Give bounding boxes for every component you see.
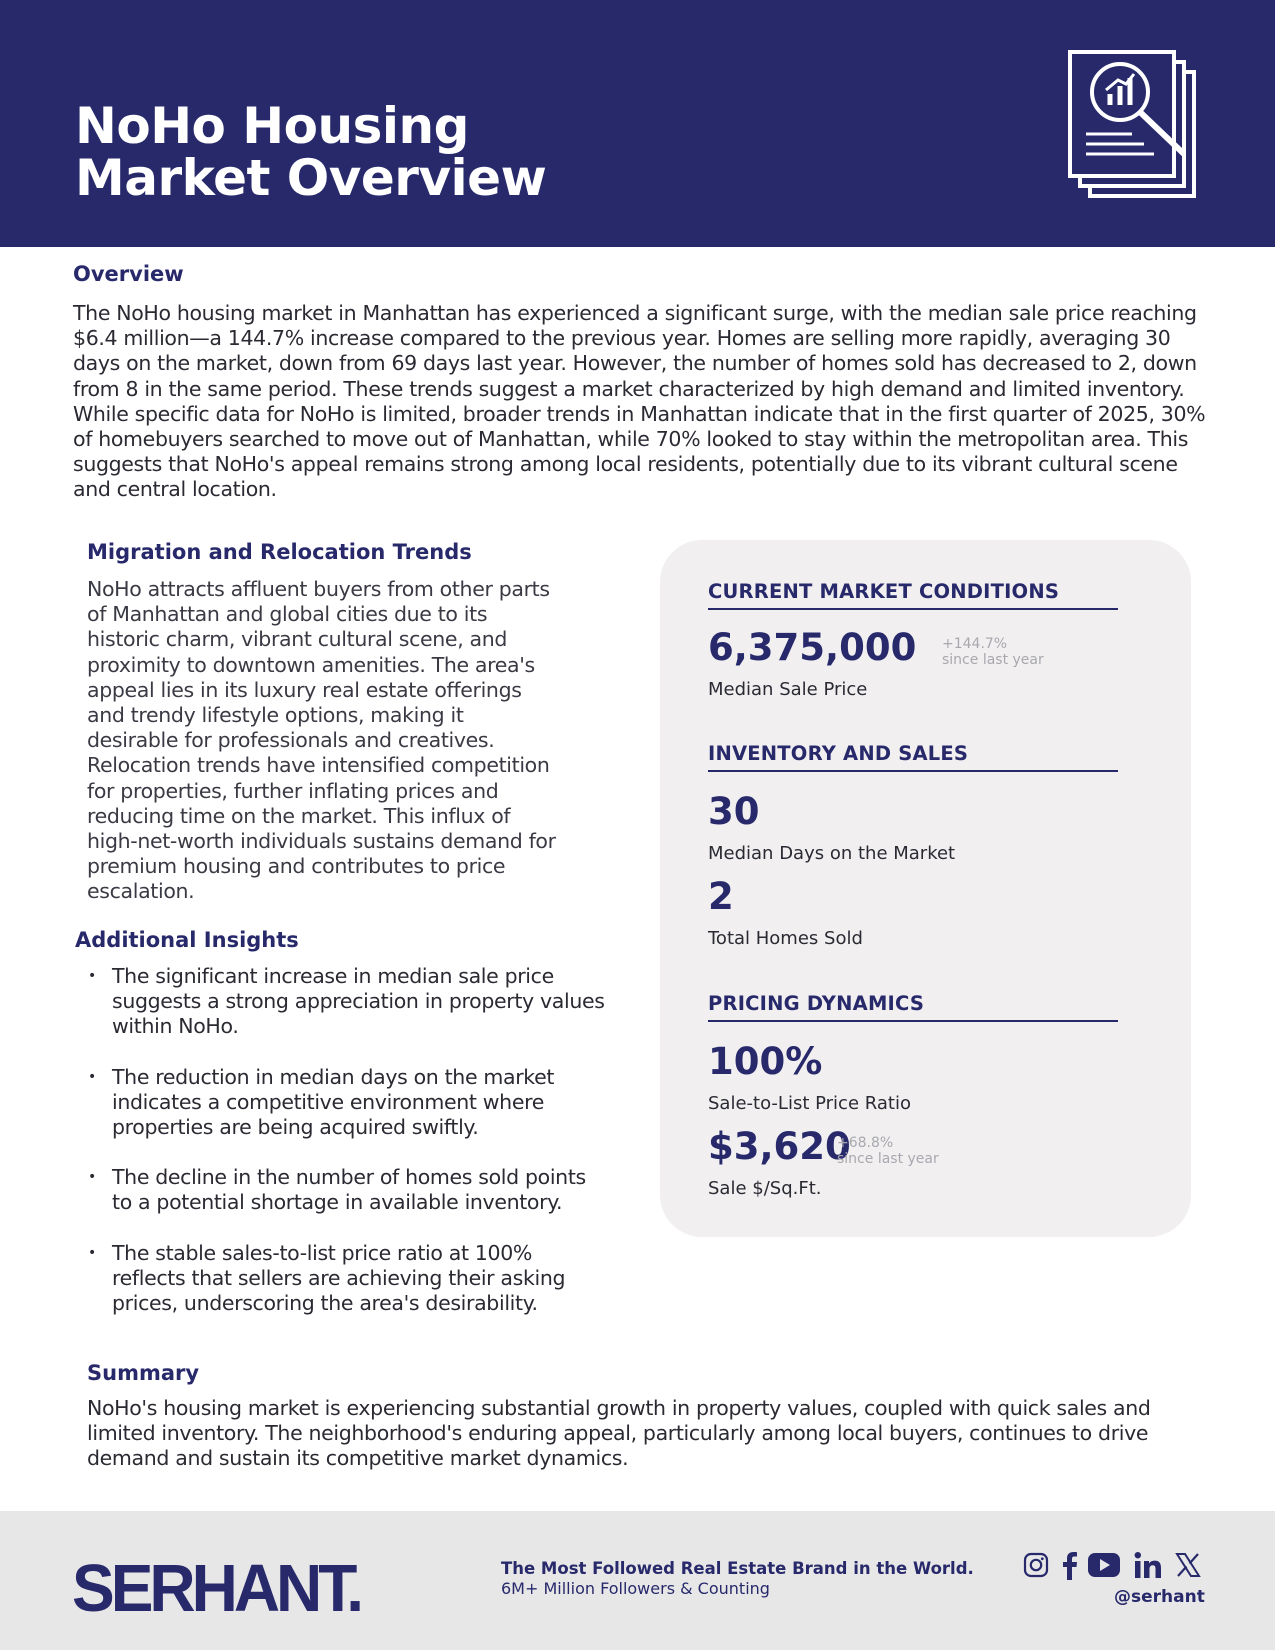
median-price-value: 6,375,000	[708, 626, 917, 669]
median-price-delta-note: since last year	[942, 652, 1044, 668]
bullet-icon: •	[88, 1244, 96, 1261]
bullet-icon: •	[88, 968, 96, 984]
summary-body: NoHo's housing market is experiencing substantial growth in property values, coupled with quick sales and limited inventory. The neighborhood's enduring appeal, particularly among local buyers, continues to drive demand and sustain its competitive market dynamics.	[87, 1396, 1151, 1471]
price-per-sqft-value: $3,620	[708, 1125, 851, 1168]
price-per-sqft-delta: +68.8%	[837, 1135, 894, 1151]
list-item	[86, 1241, 606, 1317]
bullet-icon: •	[88, 1068, 96, 1085]
list-item	[86, 964, 606, 1040]
homes-sold-value: 2	[708, 875, 734, 918]
median-days-value: 30	[708, 790, 760, 833]
insight-text: The significant increase in median sale price suggests a strong appreciation in property values within NoHo.	[112, 964, 605, 1039]
market-stats-card	[660, 540, 1191, 1237]
social-handle[interactable]: @serhant	[1114, 1587, 1205, 1607]
price-per-sqft-label: Sale $/Sq.Ft.	[708, 1178, 822, 1199]
tagline: The Most Followed Real Estate Brand in the World.	[501, 1559, 974, 1578]
footer	[0, 1511, 1275, 1650]
median-price-label: Median Sale Price	[708, 679, 868, 700]
current-conditions-heading: CURRENT MARKET CONDITIONS	[708, 580, 1118, 610]
report-magnifier-icon	[1068, 50, 1202, 200]
followers-count: 6M+ Million Followers & Counting	[501, 1579, 770, 1598]
summary-heading: Summary	[87, 1361, 200, 1385]
instagram-icon[interactable]	[1023, 1552, 1049, 1578]
title-line-1: NoHo Housing	[75, 97, 469, 155]
overview-heading: Overview	[73, 262, 184, 286]
list-item	[86, 1165, 606, 1215]
insights-list	[86, 964, 606, 1341]
bullet-icon: •	[88, 1169, 96, 1186]
overview-body: The NoHo housing market in Manhattan has experienced a significant surge, with the median sale price reaching $6.4 million—a 144.7% increase compared to the previous year. Homes are selling more rapidly, averaging 30 days on the market, down from 69 days last year. However, the number of homes sold has decreased to 2, down from 8 in the same period. These trends suggest a market characterized by high demand and limited inventory. While specific data for NoHo is limited, broader trends in Manhattan indicate that in the first quarter of 2025, 30% of homebuyers searched to move out of Manhattan, while 70% looked to stay within the metropolitan area. This suggests that NoHo's appeal remains strong among local residents, potentially due to its vibrant cultural scene and central location.	[73, 301, 1206, 502]
inventory-heading: INVENTORY AND SALES	[708, 742, 1118, 772]
migration-heading: Migration and Relocation Trends	[87, 540, 472, 564]
title-line-2: Market Overview	[75, 149, 547, 207]
insight-text: The decline in the number of homes sold points to a potential shortage in available inventory.	[112, 1165, 586, 1215]
sale-to-list-label: Sale-to-List Price Ratio	[708, 1093, 911, 1114]
page-title	[75, 97, 547, 207]
youtube-icon[interactable]	[1087, 1551, 1121, 1579]
linkedin-icon[interactable]	[1134, 1551, 1162, 1579]
header-banner	[0, 0, 1275, 247]
brand-logo: SERHANT.	[72, 1550, 361, 1626]
social-links	[1020, 1549, 1202, 1581]
x-icon[interactable]	[1175, 1552, 1201, 1578]
price-per-sqft-delta-note: since last year	[837, 1151, 939, 1167]
median-days-label: Median Days on the Market	[708, 843, 956, 864]
list-item	[86, 1065, 606, 1141]
insights-heading: Additional Insights	[75, 928, 299, 952]
sale-to-list-value: 100%	[708, 1040, 823, 1083]
migration-body: NoHo attracts affluent buyers from other parts of Manhattan and global cities due to its historic charm, vibrant cultural scene, and proximity to downtown amenities. The area's appeal lies in its luxury real estate offerings and trendy lifestyle options, making it desirable for professionals and creatives. Relocation trends have intensified competition for properties, further inflating prices and reducing time on the market. This influx of high-net-worth individuals sustains demand for premium housing and contributes to price escalation.	[87, 577, 556, 904]
insight-text: The reduction in median days on the market indicates a competitive environment where properties are being acquired swiftly.	[112, 1064, 555, 1140]
homes-sold-label: Total Homes Sold	[708, 928, 863, 949]
insight-text: The stable sales-to-list price ratio at 100% reflects that sellers are achieving their asking prices, underscoring the area's desirability.	[112, 1240, 566, 1316]
facebook-icon[interactable]	[1060, 1550, 1078, 1580]
pricing-heading: PRICING DYNAMICS	[708, 992, 1118, 1022]
median-price-delta: +144.7%	[942, 636, 1008, 652]
